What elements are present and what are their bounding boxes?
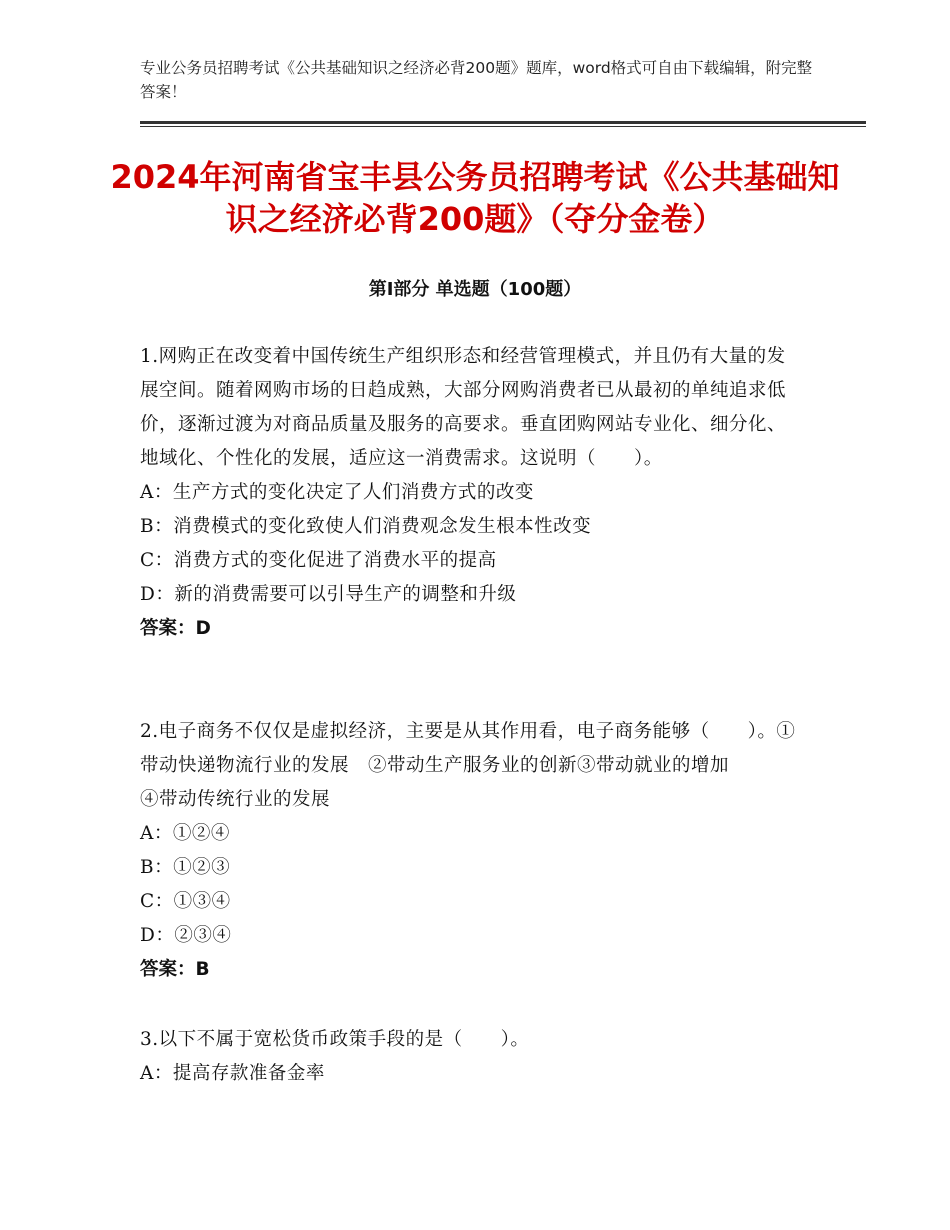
- question-stem: 2.电子商务不仅仅是虚拟经济，主要是从其作用看，电子商务能够（ ）。①带动快递物流行业的发展 ②带动生产服务业的创新③带动就业的增加 ④带动传统行业的发展: [140, 721, 806, 810]
- page-title: 2024年河南省宝丰县公务员招聘考试《公共基础知识之经济必背200题》（夺分金卷）: [110, 158, 840, 238]
- question-stem: 3.以下不属于宽松货币政策手段的是（ ）。: [140, 1029, 530, 1050]
- question-stem: 1.网购正在改变着中国传统生产组织形态和经营管理模式，并且仍有大量的发展空间。随着网购市场的日趋成熟，大部分网购消费者已从最初的单纯追求低价，逐渐过渡为对商品质量及服务的高要求。垂直团购网站专业化、细分化、地域化、个性化的发展，适应这一消费需求。这说明（ ）。: [140, 346, 787, 469]
- question-3: [140, 1023, 800, 1091]
- answer: 答案：B: [140, 959, 210, 980]
- question-1: [140, 340, 800, 646]
- question-2: [140, 715, 806, 987]
- option-d: D：新的消费需要可以引导生产的调整和升级: [140, 584, 517, 605]
- option-a: A：①②④: [140, 823, 230, 844]
- header-rule-thin: [140, 126, 866, 127]
- option-a: A：提高存款准备金率: [140, 1063, 325, 1084]
- section-title: 第Ⅰ部分 单选题（100题）: [368, 279, 582, 300]
- option-a: A：生产方式的变化决定了人们消费方式的改变: [140, 482, 534, 503]
- answer: 答案：D: [140, 618, 211, 639]
- option-c: C：消费方式的变化促进了消费水平的提高: [140, 550, 497, 571]
- option-b: B：消费模式的变化致使人们消费观念发生根本性改变: [140, 516, 592, 537]
- header-note: 专业公务员招聘考试《公共基础知识之经济必背200题》题库，word格式可自由下载编辑，附完整答案！: [140, 59, 813, 101]
- option-b: B：①②③: [140, 857, 231, 878]
- option-c: C：①③④: [140, 891, 231, 912]
- header-rule-thick: [140, 121, 866, 124]
- option-d: D：②③④: [140, 925, 232, 946]
